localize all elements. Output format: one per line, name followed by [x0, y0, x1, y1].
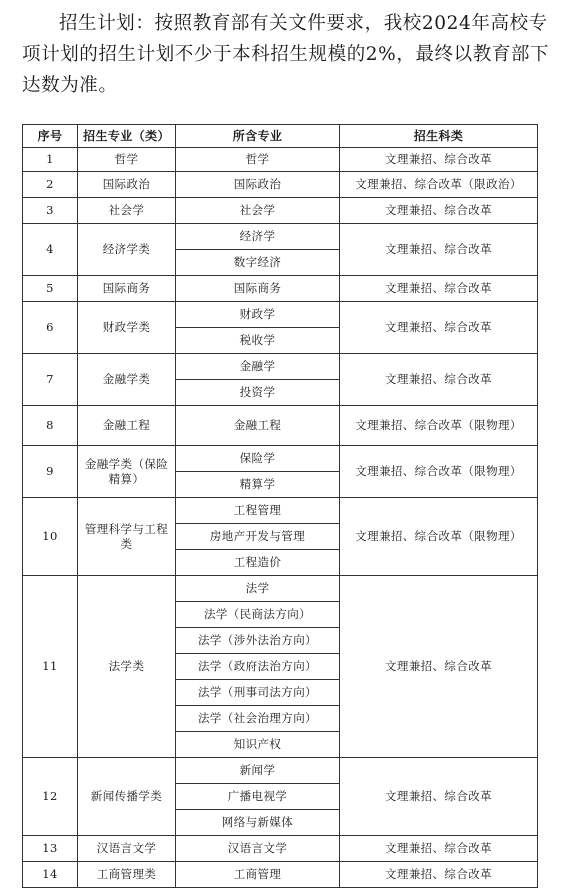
included-major-cell: 社会学 — [176, 198, 340, 224]
major-cell: 新闻传播学类 — [78, 758, 176, 836]
serial-number-cell: 2 — [23, 172, 78, 198]
header-included-majors: 所含专业 — [176, 125, 340, 148]
serial-number-cell: 8 — [23, 406, 78, 446]
table-row — [23, 446, 538, 472]
subject-category-cell: 文理兼招、综合改革 — [340, 276, 538, 302]
subject-category-cell: 文理兼招、综合改革 — [340, 148, 538, 172]
included-major-cell: 财政学 — [176, 302, 340, 328]
subject-category-cell: 文理兼招、综合改革 — [340, 198, 538, 224]
major-cell: 金融学类（保险精算） — [78, 446, 176, 498]
included-major-cell: 房地产开发与管理 — [176, 524, 340, 550]
enrollment-plan-table — [22, 124, 538, 888]
included-major-cell: 哲学 — [176, 148, 340, 172]
included-major-cell: 广播电视学 — [176, 784, 340, 810]
subject-category-cell: 文理兼招、综合改革（限物理） — [340, 498, 538, 576]
subject-category-cell: 文理兼招、综合改革 — [340, 302, 538, 354]
serial-number-cell: 11 — [23, 576, 78, 758]
subject-category-cell: 文理兼招、综合改革 — [340, 354, 538, 406]
subject-category-cell: 文理兼招、综合改革（限物理） — [340, 406, 538, 446]
major-cell: 金融学类 — [78, 354, 176, 406]
major-cell: 经济学类 — [78, 224, 176, 276]
included-major-cell: 法学（刑事司法方向） — [176, 680, 340, 706]
included-major-cell: 法学（社会治理方向） — [176, 706, 340, 732]
included-major-cell: 精算学 — [176, 472, 340, 498]
major-cell: 法学类 — [78, 576, 176, 758]
table-row — [23, 276, 538, 302]
major-cell: 国际商务 — [78, 276, 176, 302]
included-major-cell: 金融工程 — [176, 406, 340, 446]
major-cell: 工商管理类 — [78, 862, 176, 888]
included-major-cell: 金融学 — [176, 354, 340, 380]
serial-number-cell: 12 — [23, 758, 78, 836]
included-major-cell: 工商管理 — [176, 862, 340, 888]
included-major-cell: 知识产权 — [176, 732, 340, 758]
table-row — [23, 576, 538, 602]
intro-paragraph: 招生计划：按照教育部有关文件要求，我校2024年高校专项计划的招生计划不少于本科招生规模的2%，最终以教育部下达数为准。 — [22, 13, 550, 96]
included-major-cell: 国际商务 — [176, 276, 340, 302]
table-header-row — [23, 125, 538, 148]
major-cell: 哲学 — [78, 148, 176, 172]
table-row — [23, 302, 538, 328]
serial-number-cell: 7 — [23, 354, 78, 406]
major-cell: 社会学 — [78, 198, 176, 224]
major-cell: 国际政治 — [78, 172, 176, 198]
table-row — [23, 836, 538, 862]
included-major-cell: 网络与新媒体 — [176, 810, 340, 836]
serial-number-cell: 4 — [23, 224, 78, 276]
included-major-cell: 数字经济 — [176, 250, 340, 276]
included-major-cell: 法学（政府法治方向） — [176, 654, 340, 680]
table-row — [23, 498, 538, 524]
serial-number-cell: 3 — [23, 198, 78, 224]
header-serial-number: 序号 — [23, 125, 78, 148]
included-major-cell: 保险学 — [176, 446, 340, 472]
table-row — [23, 406, 538, 446]
serial-number-cell: 5 — [23, 276, 78, 302]
subject-category-cell: 文理兼招、综合改革 — [340, 576, 538, 758]
table-row — [23, 862, 538, 888]
table-row — [23, 224, 538, 250]
subject-category-cell: 文理兼招、综合改革（限政治） — [340, 172, 538, 198]
serial-number-cell: 13 — [23, 836, 78, 862]
serial-number-cell: 1 — [23, 148, 78, 172]
major-cell: 财政学类 — [78, 302, 176, 354]
subject-category-cell: 文理兼招、综合改革 — [340, 836, 538, 862]
table-row — [23, 172, 538, 198]
table-body — [23, 148, 538, 888]
included-major-cell: 经济学 — [176, 224, 340, 250]
included-major-cell: 工程管理 — [176, 498, 340, 524]
table-row — [23, 758, 538, 784]
subject-category-cell: 文理兼招、综合改革 — [340, 758, 538, 836]
table-row — [23, 148, 538, 172]
serial-number-cell: 10 — [23, 498, 78, 576]
major-cell: 汉语言文学 — [78, 836, 176, 862]
included-major-cell: 投资学 — [176, 380, 340, 406]
included-major-cell: 税收学 — [176, 328, 340, 354]
header-subject-category: 招生科类 — [340, 125, 538, 148]
included-major-cell: 法学（涉外法治方向） — [176, 628, 340, 654]
header-major: 招生专业（类） — [78, 125, 176, 148]
included-major-cell: 国际政治 — [176, 172, 340, 198]
serial-number-cell: 14 — [23, 862, 78, 888]
included-major-cell: 汉语言文学 — [176, 836, 340, 862]
subject-category-cell: 文理兼招、综合改革（限物理） — [340, 446, 538, 498]
serial-number-cell: 9 — [23, 446, 78, 498]
serial-number-cell: 6 — [23, 302, 78, 354]
subject-category-cell: 文理兼招、综合改革 — [340, 862, 538, 888]
included-major-cell: 法学 — [176, 576, 340, 602]
table-row — [23, 198, 538, 224]
included-major-cell: 工程造价 — [176, 550, 340, 576]
included-major-cell: 新闻学 — [176, 758, 340, 784]
included-major-cell: 法学（民商法方向） — [176, 602, 340, 628]
table-row — [23, 354, 538, 380]
subject-category-cell: 文理兼招、综合改革 — [340, 224, 538, 276]
major-cell: 管理科学与工程类 — [78, 498, 176, 576]
major-cell: 金融工程 — [78, 406, 176, 446]
